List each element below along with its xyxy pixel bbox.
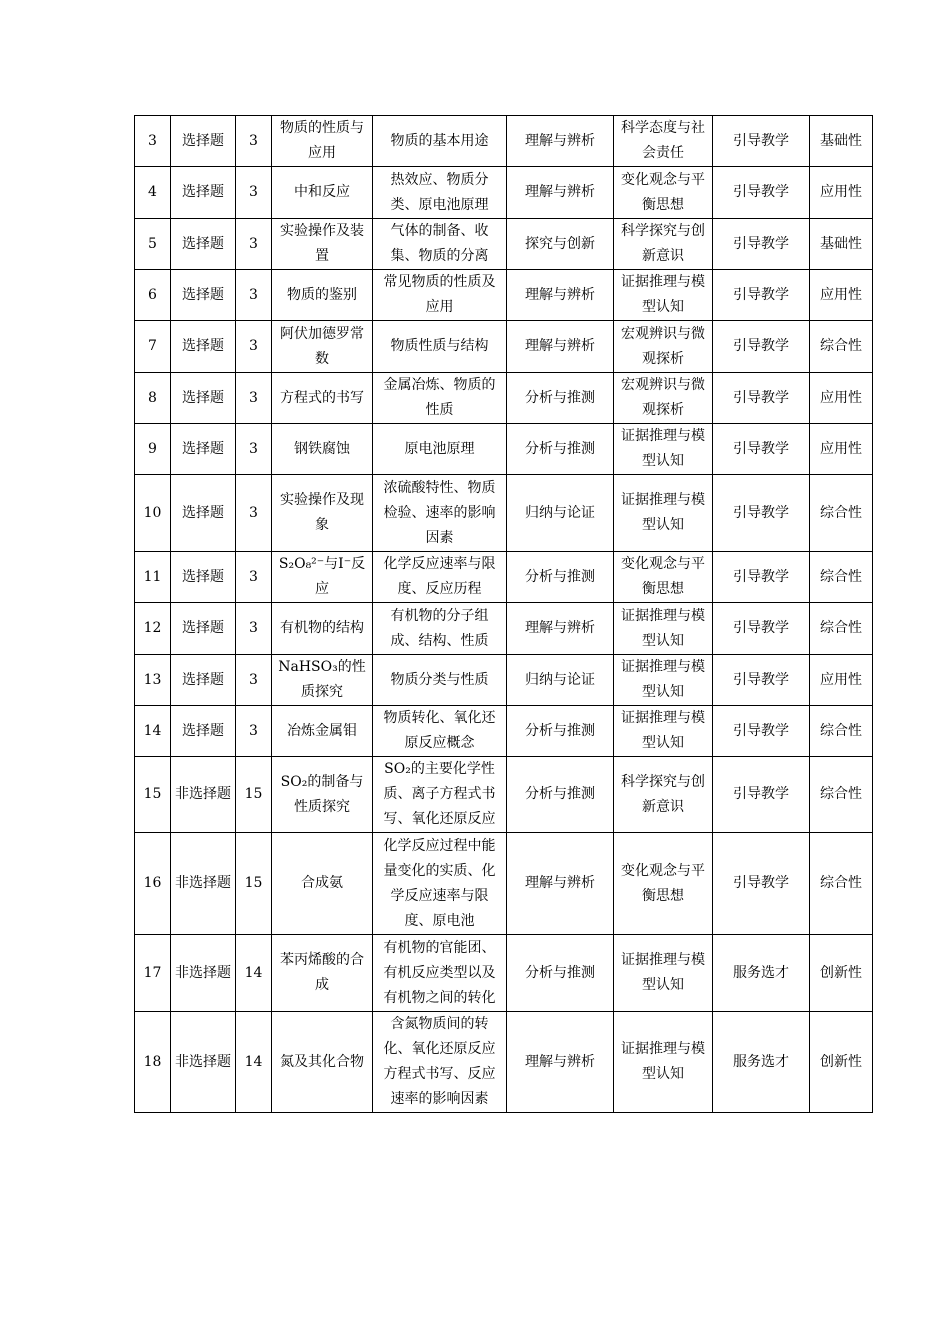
cell-content: 热效应、物质分类、原电池原理	[373, 167, 507, 219]
cell-content: 金属冶炼、物质的性质	[373, 373, 507, 424]
cell-score: 3	[236, 219, 272, 270]
cell-topic: SO₂的制备与性质探究	[272, 757, 373, 833]
cell-score: 15	[236, 757, 272, 833]
cell-ability: 理解与辨析	[507, 1012, 614, 1113]
cell-num: 17	[135, 935, 171, 1012]
cell-type: 选择题	[171, 603, 236, 655]
cell-topic: NaHSO₃的性质探究	[272, 655, 373, 706]
cell-topic: 实验操作及装置	[272, 219, 373, 270]
cell-num: 13	[135, 655, 171, 706]
table-row	[135, 833, 873, 935]
cell-ability: 归纳与论证	[507, 475, 614, 552]
cell-topic: 实验操作及现象	[272, 475, 373, 552]
cell-literacy: 证据推理与模型认知	[614, 424, 713, 475]
cell-func: 引导教学	[713, 833, 810, 935]
cell-content: SO₂的主要化学性质、离子方程式书写、氧化还原反应	[373, 757, 507, 833]
cell-func: 引导教学	[713, 757, 810, 833]
cell-num: 6	[135, 270, 171, 321]
cell-score: 15	[236, 833, 272, 935]
cell-content: 化学反应过程中能量变化的实质、化学反应速率与限度、原电池	[373, 833, 507, 935]
cell-topic: 方程式的书写	[272, 373, 373, 424]
cell-num: 9	[135, 424, 171, 475]
cell-topic: 中和反应	[272, 167, 373, 219]
cell-nature: 应用性	[810, 655, 873, 706]
cell-num: 4	[135, 167, 171, 219]
cell-nature: 综合性	[810, 833, 873, 935]
table-row	[135, 167, 873, 219]
cell-ability: 理解与辨析	[507, 116, 614, 167]
cell-ability: 探究与创新	[507, 219, 614, 270]
cell-score: 3	[236, 321, 272, 373]
cell-func: 引导教学	[713, 373, 810, 424]
cell-func: 服务选才	[713, 1012, 810, 1113]
cell-content: 有机物的官能团、有机反应类型以及有机物之间的转化	[373, 935, 507, 1012]
cell-nature: 综合性	[810, 475, 873, 552]
cell-nature: 综合性	[810, 757, 873, 833]
cell-func: 引导教学	[713, 475, 810, 552]
cell-topic: 物质的鉴别	[272, 270, 373, 321]
cell-score: 3	[236, 270, 272, 321]
cell-score: 3	[236, 603, 272, 655]
cell-ability: 理解与辨析	[507, 321, 614, 373]
cell-content: 浓硫酸特性、物质检验、速率的影响因素	[373, 475, 507, 552]
cell-content: 有机物的分子组成、结构、性质	[373, 603, 507, 655]
cell-topic: S₂O₈²⁻与I⁻反应	[272, 552, 373, 603]
cell-func: 引导教学	[713, 167, 810, 219]
cell-nature: 创新性	[810, 935, 873, 1012]
cell-ability: 理解与辨析	[507, 833, 614, 935]
cell-ability: 分析与推测	[507, 424, 614, 475]
table-row	[135, 603, 873, 655]
cell-literacy: 证据推理与模型认知	[614, 475, 713, 552]
cell-nature: 基础性	[810, 219, 873, 270]
table-row	[135, 655, 873, 706]
cell-nature: 应用性	[810, 270, 873, 321]
cell-num: 10	[135, 475, 171, 552]
cell-ability: 分析与推测	[507, 935, 614, 1012]
cell-type: 选择题	[171, 167, 236, 219]
cell-num: 15	[135, 757, 171, 833]
cell-literacy: 证据推理与模型认知	[614, 706, 713, 757]
cell-nature: 综合性	[810, 706, 873, 757]
table-row	[135, 706, 873, 757]
table-row	[135, 321, 873, 373]
cell-type: 选择题	[171, 321, 236, 373]
cell-func: 引导教学	[713, 655, 810, 706]
cell-nature: 基础性	[810, 116, 873, 167]
cell-topic: 阿伏加德罗常数	[272, 321, 373, 373]
cell-type: 选择题	[171, 552, 236, 603]
cell-ability: 理解与辨析	[507, 167, 614, 219]
cell-ability: 分析与推测	[507, 757, 614, 833]
cell-topic: 苯丙烯酸的合成	[272, 935, 373, 1012]
table-row	[135, 219, 873, 270]
cell-num: 11	[135, 552, 171, 603]
cell-topic: 有机物的结构	[272, 603, 373, 655]
cell-type: 选择题	[171, 706, 236, 757]
cell-nature: 应用性	[810, 424, 873, 475]
cell-nature: 综合性	[810, 603, 873, 655]
cell-nature: 综合性	[810, 552, 873, 603]
cell-type: 非选择题	[171, 757, 236, 833]
cell-topic: 氮及其化合物	[272, 1012, 373, 1113]
cell-type: 选择题	[171, 424, 236, 475]
cell-content: 气体的制备、收集、物质的分离	[373, 219, 507, 270]
cell-content: 含氮物质间的转化、氧化还原反应方程式书写、反应速率的影响因素	[373, 1012, 507, 1113]
cell-topic: 冶炼金属钼	[272, 706, 373, 757]
cell-func: 引导教学	[713, 706, 810, 757]
cell-type: 非选择题	[171, 935, 236, 1012]
cell-type: 非选择题	[171, 833, 236, 935]
cell-score: 3	[236, 475, 272, 552]
table-row	[135, 270, 873, 321]
cell-func: 引导教学	[713, 270, 810, 321]
cell-score: 3	[236, 424, 272, 475]
cell-func: 引导教学	[713, 116, 810, 167]
cell-num: 14	[135, 706, 171, 757]
table-row	[135, 757, 873, 833]
cell-num: 7	[135, 321, 171, 373]
cell-num: 12	[135, 603, 171, 655]
cell-literacy: 证据推理与模型认知	[614, 603, 713, 655]
cell-literacy: 科学态度与社会责任	[614, 116, 713, 167]
cell-func: 引导教学	[713, 552, 810, 603]
table-row	[135, 424, 873, 475]
cell-literacy: 证据推理与模型认知	[614, 655, 713, 706]
cell-literacy: 证据推理与模型认知	[614, 935, 713, 1012]
cell-literacy: 科学探究与创新意识	[614, 219, 713, 270]
cell-content: 物质转化、氧化还原反应概念	[373, 706, 507, 757]
cell-func: 引导教学	[713, 219, 810, 270]
cell-score: 3	[236, 552, 272, 603]
cell-score: 3	[236, 373, 272, 424]
cell-score: 3	[236, 655, 272, 706]
cell-ability: 理解与辨析	[507, 270, 614, 321]
cell-ability: 分析与推测	[507, 552, 614, 603]
cell-content: 物质的基本用途	[373, 116, 507, 167]
table-row	[135, 935, 873, 1012]
cell-type: 非选择题	[171, 1012, 236, 1113]
cell-num: 5	[135, 219, 171, 270]
cell-literacy: 证据推理与模型认知	[614, 270, 713, 321]
analysis-table	[134, 115, 873, 1113]
cell-type: 选择题	[171, 219, 236, 270]
cell-type: 选择题	[171, 475, 236, 552]
cell-ability: 分析与推测	[507, 373, 614, 424]
cell-content: 化学反应速率与限度、反应历程	[373, 552, 507, 603]
cell-score: 14	[236, 1012, 272, 1113]
cell-ability: 归纳与论证	[507, 655, 614, 706]
cell-num: 16	[135, 833, 171, 935]
cell-literacy: 变化观念与平衡思想	[614, 552, 713, 603]
cell-num: 18	[135, 1012, 171, 1113]
cell-content: 常见物质的性质及应用	[373, 270, 507, 321]
cell-literacy: 变化观念与平衡思想	[614, 167, 713, 219]
cell-topic: 钢铁腐蚀	[272, 424, 373, 475]
cell-content: 物质性质与结构	[373, 321, 507, 373]
table-row	[135, 552, 873, 603]
cell-score: 14	[236, 935, 272, 1012]
cell-score: 3	[236, 706, 272, 757]
cell-score: 3	[236, 167, 272, 219]
cell-num: 8	[135, 373, 171, 424]
cell-literacy: 宏观辨识与微观探析	[614, 373, 713, 424]
cell-literacy: 宏观辨识与微观探析	[614, 321, 713, 373]
cell-nature: 应用性	[810, 373, 873, 424]
cell-num: 3	[135, 116, 171, 167]
cell-ability: 理解与辨析	[507, 603, 614, 655]
table-row	[135, 116, 873, 167]
cell-nature: 应用性	[810, 167, 873, 219]
cell-literacy: 证据推理与模型认知	[614, 1012, 713, 1113]
table-row	[135, 1012, 873, 1113]
table-row	[135, 373, 873, 424]
cell-content: 物质分类与性质	[373, 655, 507, 706]
cell-nature: 创新性	[810, 1012, 873, 1113]
cell-func: 引导教学	[713, 321, 810, 373]
cell-type: 选择题	[171, 270, 236, 321]
cell-literacy: 变化观念与平衡思想	[614, 833, 713, 935]
cell-topic: 物质的性质与应用	[272, 116, 373, 167]
cell-type: 选择题	[171, 373, 236, 424]
cell-literacy: 科学探究与创新意识	[614, 757, 713, 833]
cell-func: 引导教学	[713, 603, 810, 655]
cell-func: 引导教学	[713, 424, 810, 475]
cell-nature: 综合性	[810, 321, 873, 373]
table-body	[135, 116, 873, 1113]
cell-topic: 合成氨	[272, 833, 373, 935]
cell-score: 3	[236, 116, 272, 167]
cell-type: 选择题	[171, 116, 236, 167]
cell-ability: 分析与推测	[507, 706, 614, 757]
cell-func: 服务选才	[713, 935, 810, 1012]
table-row	[135, 475, 873, 552]
cell-type: 选择题	[171, 655, 236, 706]
cell-content: 原电池原理	[373, 424, 507, 475]
